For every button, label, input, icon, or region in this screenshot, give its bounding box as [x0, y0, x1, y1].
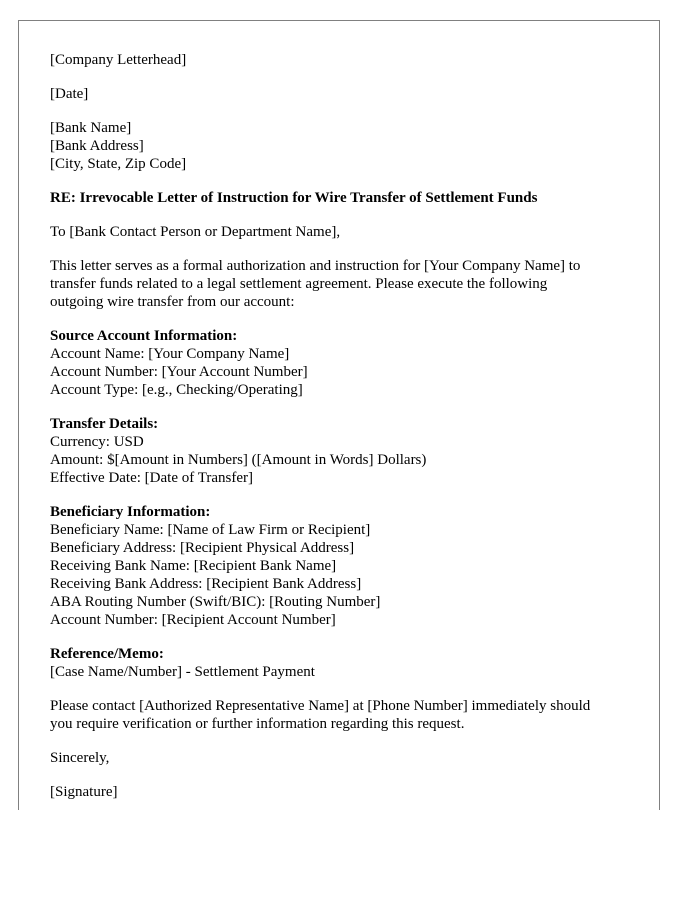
bank-name: [Bank Name] [50, 120, 132, 136]
source-account-section [50, 327, 640, 399]
beneficiary-address: Beneficiary Address: [Recipient Physical Address] [50, 540, 355, 556]
company-letterhead: [Company Letterhead] [50, 52, 187, 68]
transfer-amount: Amount: $[Amount in Numbers] ([Amount in Words] Dollars) [50, 452, 427, 468]
source-account-name: Account Name: [Your Company Name] [50, 346, 290, 362]
letterhead-block [50, 51, 640, 69]
reference-heading: Reference/Memo: [50, 646, 164, 662]
transfer-details-heading: Transfer Details: [50, 416, 159, 432]
letter-content [50, 51, 640, 810]
receiving-bank-address: Receiving Bank Address: [Recipient Bank Address] [50, 576, 362, 592]
bank-address: [Bank Address] [50, 138, 144, 154]
aba-routing-number: ABA Routing Number (Swift/BIC): [Routing Number] [50, 594, 381, 610]
salutation: To [Bank Contact Person or Department Name], [50, 224, 341, 240]
beneficiary-section [50, 503, 640, 629]
transfer-currency: Currency: USD [50, 434, 144, 450]
intro-line: outgoing wire transfer from our account: [50, 294, 295, 310]
transfer-effective-date: Effective Date: [Date of Transfer] [50, 470, 253, 486]
beneficiary-account-number: Account Number: [Recipient Account Number] [50, 612, 336, 628]
signature: [Signature] [50, 784, 118, 800]
intro-line: transfer funds related to a legal settlement agreement. Please execute the following [50, 276, 548, 292]
reference-section [50, 645, 640, 681]
date-block [50, 85, 640, 103]
receiving-bank-name: Receiving Bank Name: [Recipient Bank Name] [50, 558, 337, 574]
transfer-details-section [50, 415, 640, 487]
closing-block [50, 749, 640, 767]
signature-block [50, 783, 640, 801]
contact-line: Please contact [Authorized Representative Name] at [Phone Number] immediately should [50, 698, 591, 714]
beneficiary-name: Beneficiary Name: [Name of Law Firm or Recipient] [50, 522, 371, 538]
reference-memo: [Case Name/Number] - Settlement Payment [50, 664, 315, 680]
letter-date: [Date] [50, 86, 89, 102]
source-account-heading: Source Account Information: [50, 328, 238, 344]
beneficiary-heading: Beneficiary Information: [50, 504, 211, 520]
subject-line: RE: Irrevocable Letter of Instruction for Wire Transfer of Settlement Funds [50, 190, 538, 206]
contact-line: you require verification or further information regarding this request. [50, 716, 465, 732]
bank-address-block [50, 119, 640, 173]
salutation-block [50, 223, 640, 241]
intro-line: This letter serves as a formal authorization and instruction for [Your Company Name] to [50, 258, 581, 274]
source-account-number: Account Number: [Your Account Number] [50, 364, 308, 380]
source-account-type: Account Type: [e.g., Checking/Operating] [50, 382, 303, 398]
contact-paragraph [50, 697, 640, 733]
letter-page [18, 20, 660, 810]
closing: Sincerely, [50, 750, 110, 766]
intro-paragraph [50, 257, 640, 311]
subject-block [50, 189, 640, 207]
bank-city-state-zip: [City, State, Zip Code] [50, 156, 187, 172]
